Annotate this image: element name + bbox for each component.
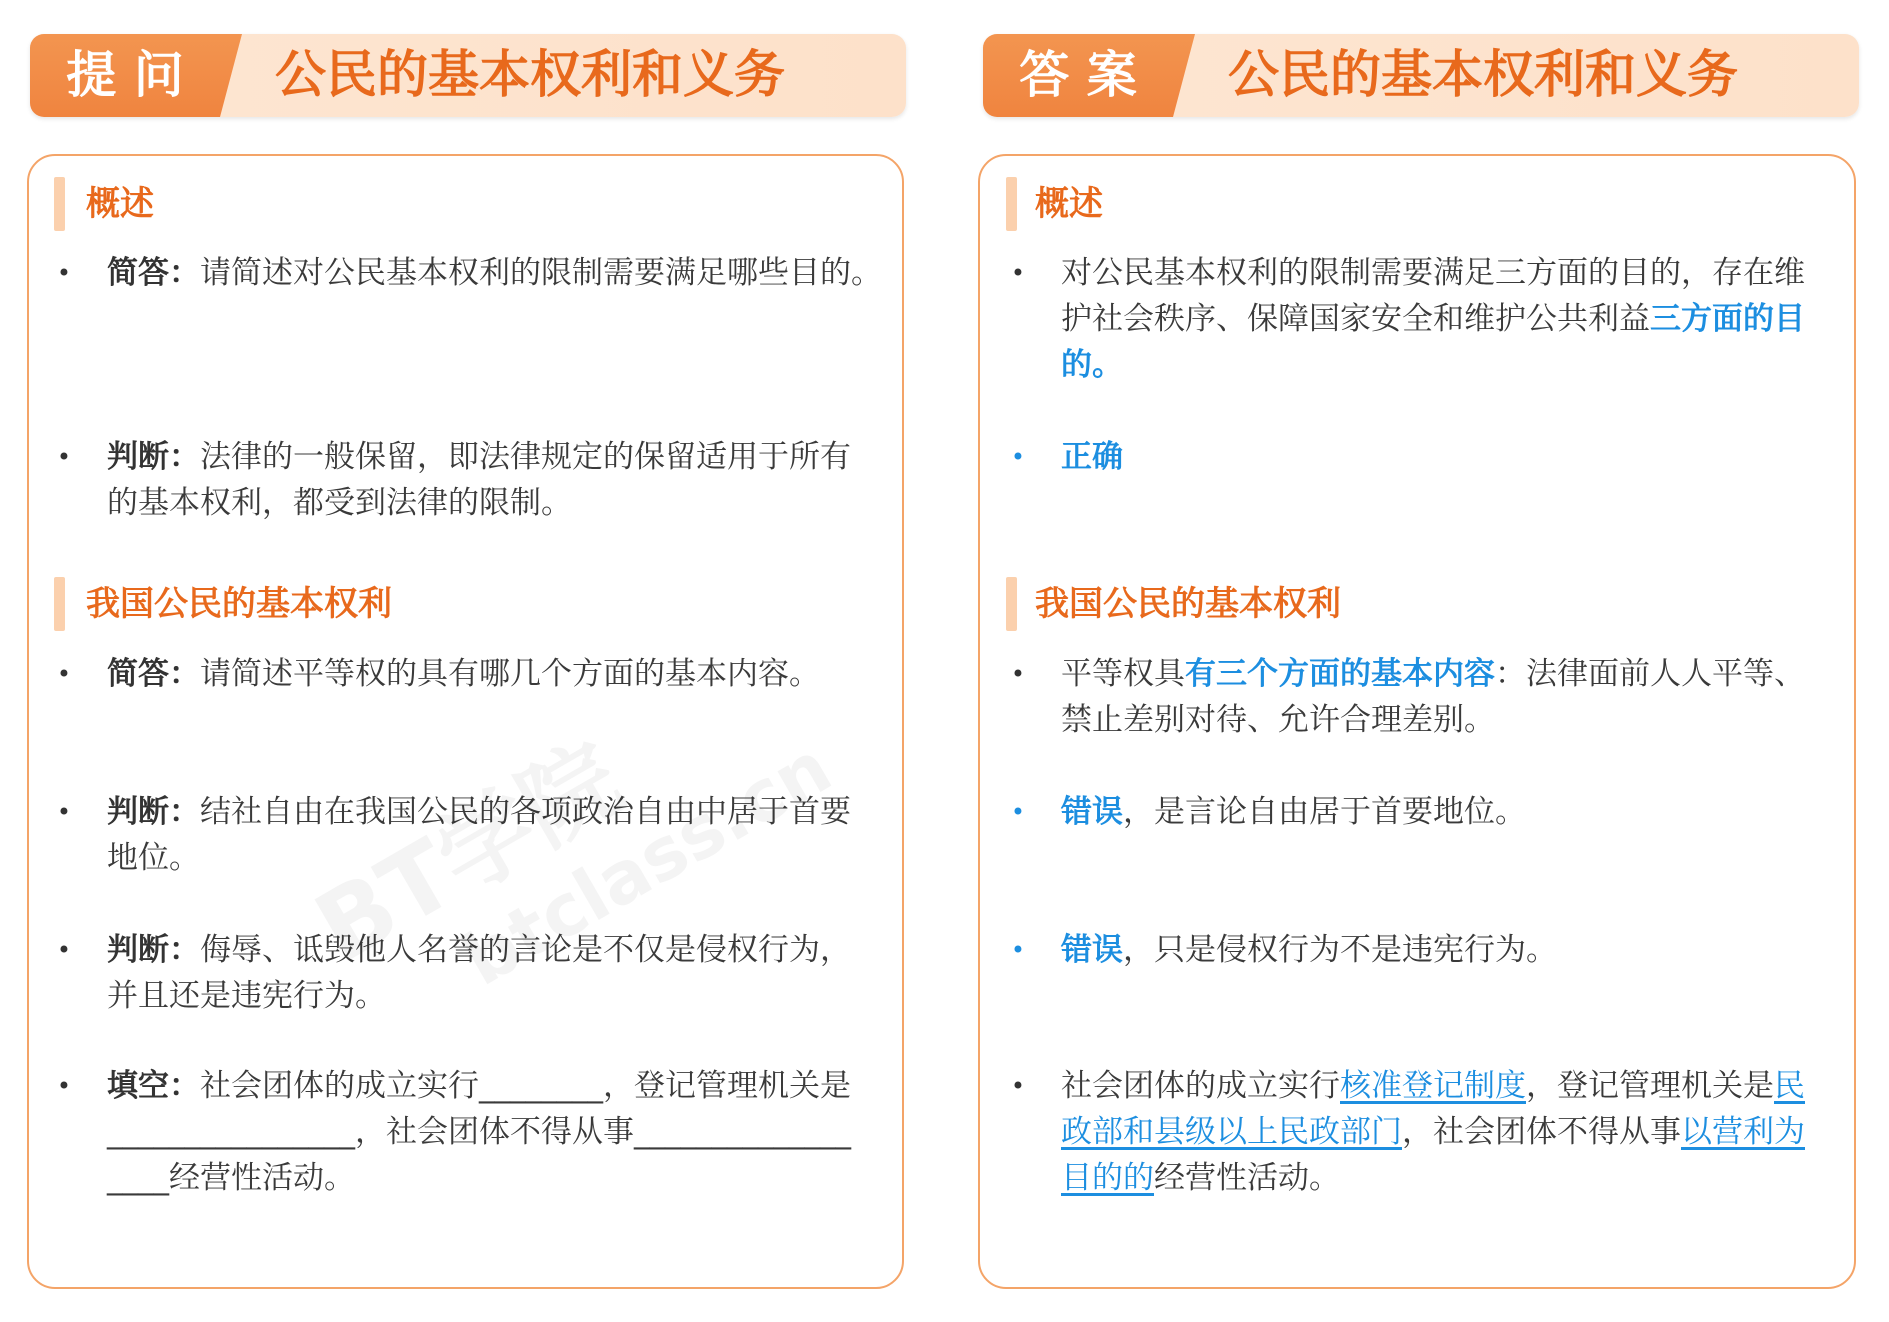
item-text: ，登记管理机关是 xyxy=(1526,1068,1774,1104)
item-line xyxy=(1061,1109,1805,1155)
bullet-icon: • xyxy=(56,798,72,826)
item-line xyxy=(1061,789,1526,835)
answer-highlight: 有三个方面的基本内容 xyxy=(1185,656,1495,692)
item-text: 并且还是违宪行为。 xyxy=(107,978,386,1014)
bullet-icon: • xyxy=(1010,1072,1026,1100)
item-text: ，是言论自由居于首要地位。 xyxy=(1123,794,1526,830)
answer-underlined: 政部和县级以上民政部门 xyxy=(1061,1114,1402,1150)
bullet-icon: • xyxy=(56,259,72,287)
bullet-icon: • xyxy=(56,660,72,688)
item-text: 法律的一般保留，即法律规定的保留适用于所有 xyxy=(200,439,851,475)
item-text: 侮辱、诋毁他人名誉的言论是不仅是侵权行为， xyxy=(200,932,851,968)
section-heading: 概述 xyxy=(86,184,154,224)
item-line xyxy=(1061,342,1123,388)
item-line xyxy=(1061,434,1123,480)
item-text: ____经营性活动。 xyxy=(107,1160,355,1196)
question-tag-label: 提 问 xyxy=(66,46,184,104)
bullet-icon: • xyxy=(1010,259,1026,287)
item-text: 请简述平等权的具有哪几个方面的基本内容。 xyxy=(200,656,820,692)
section-heading: 我国公民的基本权利 xyxy=(1035,584,1341,624)
question-type-label: 填空： xyxy=(107,1068,200,1104)
item-text: 对公民基本权利的限制需要满足三方面的目的，存在维 xyxy=(1061,255,1805,291)
question-type-label: 判断： xyxy=(107,439,200,475)
bullet-icon: • xyxy=(1010,660,1026,688)
question-type-label: 判断： xyxy=(107,932,200,968)
item-line xyxy=(1061,651,1805,697)
question-type-label: 简答： xyxy=(107,656,200,692)
item-text: 禁止差别对待、允许合理差别。 xyxy=(1061,702,1495,738)
section-heading: 我国公民的基本权利 xyxy=(86,584,392,624)
bullet-icon: • xyxy=(1010,443,1026,471)
item-text: 护社会秩序、保障国家安全和维护公共利益 xyxy=(1061,301,1650,337)
item-line xyxy=(1061,697,1495,743)
item-text: 的基本权利，都受到法律的限制。 xyxy=(107,485,572,521)
answer-highlight: 错误 xyxy=(1061,932,1123,968)
question-type-label: 判断： xyxy=(107,794,200,830)
item-text: ________________，社会团体不得从事______________ xyxy=(107,1114,851,1150)
question-type-label: 简答： xyxy=(107,255,200,291)
item-line xyxy=(1061,250,1805,296)
answer-highlight: 三方面的目 xyxy=(1650,301,1805,337)
answer-underlined: 核准登记制度 xyxy=(1340,1068,1526,1104)
section-heading-bar xyxy=(1006,177,1017,231)
answer-highlight: 正确 xyxy=(1061,439,1123,475)
item-text: 经营性活动。 xyxy=(1154,1160,1340,1196)
bullet-icon: • xyxy=(56,1072,72,1100)
item-text: 平等权具 xyxy=(1061,656,1185,692)
answer-highlight: 错误 xyxy=(1061,794,1123,830)
answer-underlined: 民 xyxy=(1774,1068,1805,1104)
answer-title: 公民的基本权利和义务 xyxy=(1228,46,1739,105)
item-line xyxy=(1061,927,1557,973)
item-text: ：法律面前人人平等、 xyxy=(1495,656,1805,692)
item-text: 社会团体的成立实行 xyxy=(1061,1068,1340,1104)
bullet-icon: • xyxy=(1010,798,1026,826)
section-heading-bar xyxy=(1006,577,1017,631)
item-line xyxy=(1061,1063,1805,1109)
bullet-icon: • xyxy=(56,443,72,471)
answer-highlight: 的。 xyxy=(1061,347,1123,383)
item-text: ，社会团体不得从事 xyxy=(1402,1114,1681,1150)
question-title: 公民的基本权利和义务 xyxy=(275,46,786,105)
item-line xyxy=(1061,1155,1340,1201)
item-line xyxy=(1061,296,1805,342)
section-heading: 概述 xyxy=(1035,184,1103,224)
answer-underlined: 目的的 xyxy=(1061,1160,1154,1196)
item-text: 结社自由在我国公民的各项政治自由中居于首要 xyxy=(200,794,851,830)
item-text: ，只是侵权行为不是违宪行为。 xyxy=(1123,932,1557,968)
item-text: 地位。 xyxy=(107,840,200,876)
item-text: 社会团体的成立实行________，登记管理机关是 xyxy=(200,1068,851,1104)
bullet-icon: • xyxy=(56,936,72,964)
answer-tag-label: 答 案 xyxy=(1019,46,1137,104)
item-text: 请简述对公民基本权利的限制需要满足哪些目的。 xyxy=(200,255,882,291)
answer-underlined: 以营利为 xyxy=(1681,1114,1805,1150)
bullet-icon: • xyxy=(1010,936,1026,964)
